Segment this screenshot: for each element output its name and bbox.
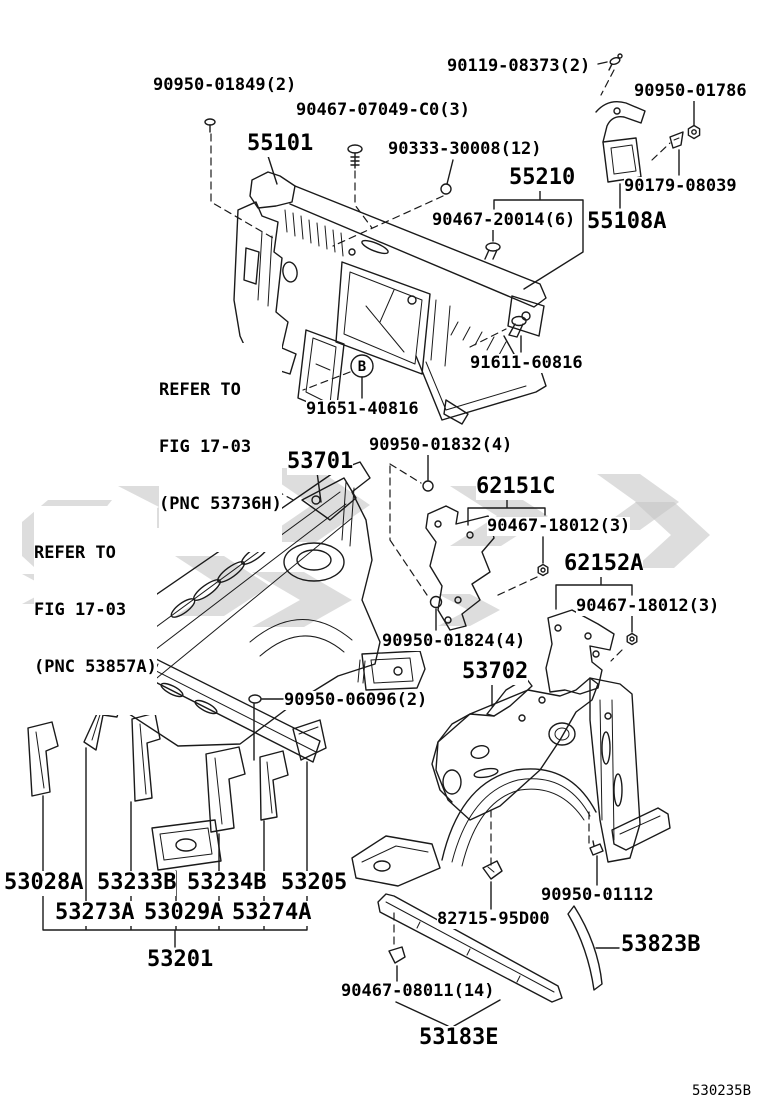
radiator-support-parts-drawing bbox=[28, 694, 326, 870]
part-label-55101: 55101 bbox=[247, 131, 314, 156]
fastener-label-90950-01832: 90950-01832(4) bbox=[369, 435, 513, 455]
part-label-53823b: 53823B bbox=[621, 932, 701, 957]
part-label-55210: 55210 bbox=[509, 165, 576, 190]
refer-note-line: (PNC 53736H) bbox=[159, 494, 282, 515]
fastener-label-90179-08039: 90179-08039 bbox=[624, 176, 737, 196]
part-label-53205: 53205 bbox=[281, 870, 348, 895]
part-label-53234b: 53234B bbox=[187, 870, 267, 895]
cowl-brace-drawing bbox=[596, 102, 645, 182]
fastener-label-90950-01786: 90950-01786 bbox=[634, 81, 747, 101]
clip-icon bbox=[389, 947, 405, 963]
fastener-label-91611-60816: 91611-60816 bbox=[470, 353, 583, 373]
fastener-label-90950-06096: 90950-06096(2) bbox=[284, 690, 428, 710]
part-label-53183e: 53183E bbox=[419, 1025, 499, 1050]
refer-note-line: REFER TO bbox=[159, 380, 241, 401]
part-label-53201: 53201 bbox=[147, 947, 214, 972]
fastener-label-82715-95d00: 82715-95D00 bbox=[437, 909, 550, 929]
fastener-label-90467-07049: 90467-07049-C0(3) bbox=[296, 100, 470, 120]
refer-note-line: FIG 17-03 bbox=[159, 437, 252, 458]
fastener-label-90950-01849: 90950-01849(2) bbox=[153, 75, 297, 95]
screw-icon bbox=[485, 243, 500, 259]
fastener-label-90950-01824: 90950-01824(4) bbox=[382, 631, 526, 651]
part-label-62152a: 62152A bbox=[564, 551, 644, 576]
grommet-icon bbox=[423, 481, 433, 491]
part-label-53233b: 53233B bbox=[97, 870, 177, 895]
bolt-callout-letter: B bbox=[357, 359, 367, 375]
part-label-53702: 53702 bbox=[462, 659, 529, 684]
fastener-label-90467-18012-a: 90467-18012(3) bbox=[487, 516, 631, 536]
part-label-62151c: 62151C bbox=[476, 474, 556, 499]
part-label-53701: 53701 bbox=[287, 449, 354, 474]
fastener-label-90119-08373: 90119-08373(2) bbox=[447, 56, 591, 76]
nut-icon bbox=[627, 634, 637, 645]
bolt-callout-b bbox=[351, 355, 373, 377]
fastener-label-90950-01112: 90950-01112 bbox=[541, 885, 654, 905]
part-label-53029a: 53029A bbox=[144, 900, 224, 925]
nut-icon bbox=[688, 126, 699, 139]
part-label-53028a: 53028A bbox=[4, 870, 84, 895]
part-label-53273a: 53273A bbox=[55, 900, 135, 925]
fastener-label-91651-40816: 91651-40816 bbox=[306, 399, 419, 419]
retainer-icon bbox=[670, 132, 683, 148]
fastener-label-90467-20014: 90467-20014(6) bbox=[432, 210, 576, 230]
clip-icon bbox=[249, 695, 261, 703]
nut-icon bbox=[538, 565, 548, 576]
clip-icon bbox=[205, 119, 215, 132]
refer-note-line: REFER TO bbox=[34, 543, 116, 564]
grommet-icon bbox=[441, 184, 451, 194]
part-label-53274a: 53274A bbox=[232, 900, 312, 925]
fastener-label-90333-30008: 90333-30008(12) bbox=[388, 139, 542, 159]
part-label-55108a: 55108A bbox=[587, 209, 667, 234]
fastener-label-90467-18012-b: 90467-18012(3) bbox=[576, 596, 720, 616]
stud-icon bbox=[590, 841, 603, 855]
screw-icon bbox=[348, 145, 362, 168]
refer-note-line: (PNC 53857A) bbox=[34, 657, 157, 678]
fastener-label-90467-08011: 90467-08011(14) bbox=[341, 981, 495, 1001]
refer-note-53857a bbox=[34, 506, 157, 715]
figure-code: 530235B bbox=[692, 1083, 752, 1099]
clip-icon bbox=[483, 861, 502, 879]
refer-note-53736h bbox=[159, 343, 282, 552]
refer-note-line: FIG 17-03 bbox=[34, 600, 127, 621]
clip-icon bbox=[609, 54, 622, 70]
